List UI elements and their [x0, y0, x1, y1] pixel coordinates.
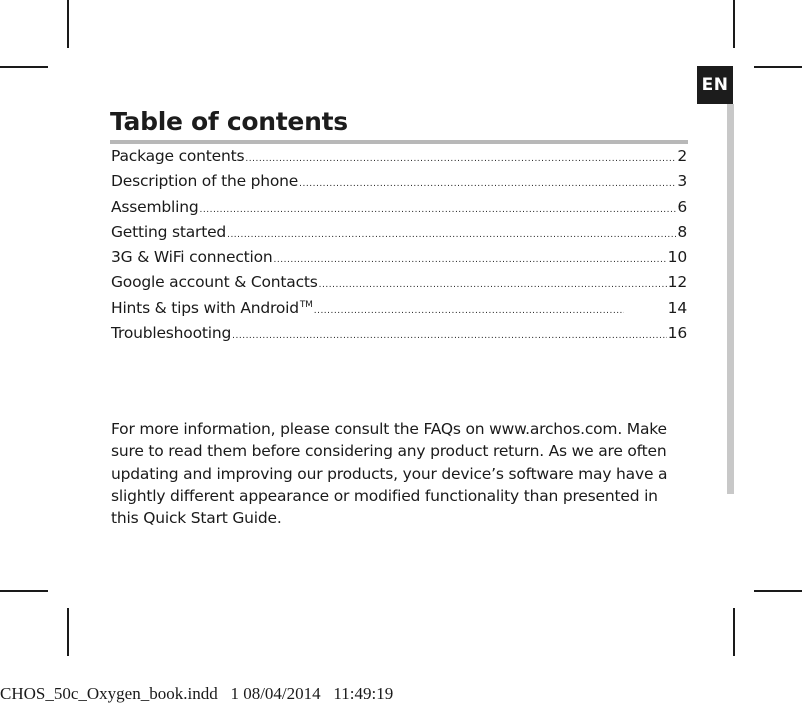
toc-entry-getting-started [111, 220, 687, 245]
toc-entry-page: 10 [667, 248, 687, 267]
toc-entry-page: 3 [677, 172, 687, 191]
crop-mark-top-right-vertical [733, 0, 735, 48]
toc-leader-dots [314, 299, 624, 324]
trademark-mark: TM [299, 299, 313, 310]
toc-entry-google-account-contacts [111, 270, 687, 295]
toc-entry-page: 2 [677, 147, 687, 165]
toc-leader-dots [200, 198, 677, 223]
crop-mark-top-left-vertical [67, 0, 69, 48]
crop-mark-bottom-left-vertical [67, 608, 69, 656]
toc-entry-page: 12 [667, 273, 687, 292]
toc-leader-dots [245, 147, 676, 172]
print-slug-line: CHOS_50c_Oxygen_book.indd 1 08/04/2014 11:49:19 [0, 684, 394, 703]
toc-entry-label: Assembling [111, 197, 199, 216]
toc-entry-assembling [111, 195, 687, 220]
crop-mark-bottom-right-vertical [733, 608, 735, 656]
crop-mark-top-left-horizontal [0, 66, 48, 68]
toc-leader-dots [299, 172, 676, 197]
info-paragraph: For more information, please consult the FAQs on www.archos.com. Make sure to read them before considering any product return. As we are often updating and improving our products, your device’s software may have a slightly different appearance or modified functionality than presented in this Quick Start Guide. [111, 420, 668, 528]
toc-entry-3g-wifi-connection [111, 245, 687, 270]
page-title: Table of contents [110, 107, 348, 136]
crop-mark-bottom-right-horizontal [754, 590, 802, 592]
toc-entry-label: Package contents [111, 147, 245, 165]
toc-entry-label: Google account & Contacts [111, 273, 318, 292]
crop-mark-top-right-horizontal [754, 66, 802, 68]
toc-entry-label: Description of the phone [111, 172, 299, 191]
toc-entry-package-contents [111, 144, 687, 169]
toc-entry-troubleshooting [111, 321, 687, 346]
crop-mark-bottom-left-horizontal [0, 590, 48, 592]
toc-entry-label-text: Hints & tips with Android [111, 298, 299, 317]
toc-entry-hints-tips-android [111, 296, 687, 321]
toc-entry-description-of-the-phone [111, 169, 687, 194]
toc-entry-page: 8 [677, 222, 687, 241]
toc-entry-label: Troubleshooting [111, 324, 232, 343]
toc-entry-label: 3G & WiFi connection [111, 248, 273, 267]
toc-leader-dots [274, 248, 667, 273]
toc-list [111, 144, 687, 346]
toc-entry-label: Getting started [111, 222, 227, 241]
language-side-bar [727, 104, 734, 494]
toc-entry-page: 6 [677, 197, 687, 216]
toc-leader-dots [319, 273, 667, 298]
toc-leader-dots [232, 324, 667, 349]
toc-entry-label [111, 296, 313, 321]
language-tab: EN [697, 66, 733, 104]
toc-entry-page: 14 [667, 298, 687, 317]
toc-entry-page: 16 [667, 324, 687, 343]
toc-leader-dots [227, 223, 676, 248]
